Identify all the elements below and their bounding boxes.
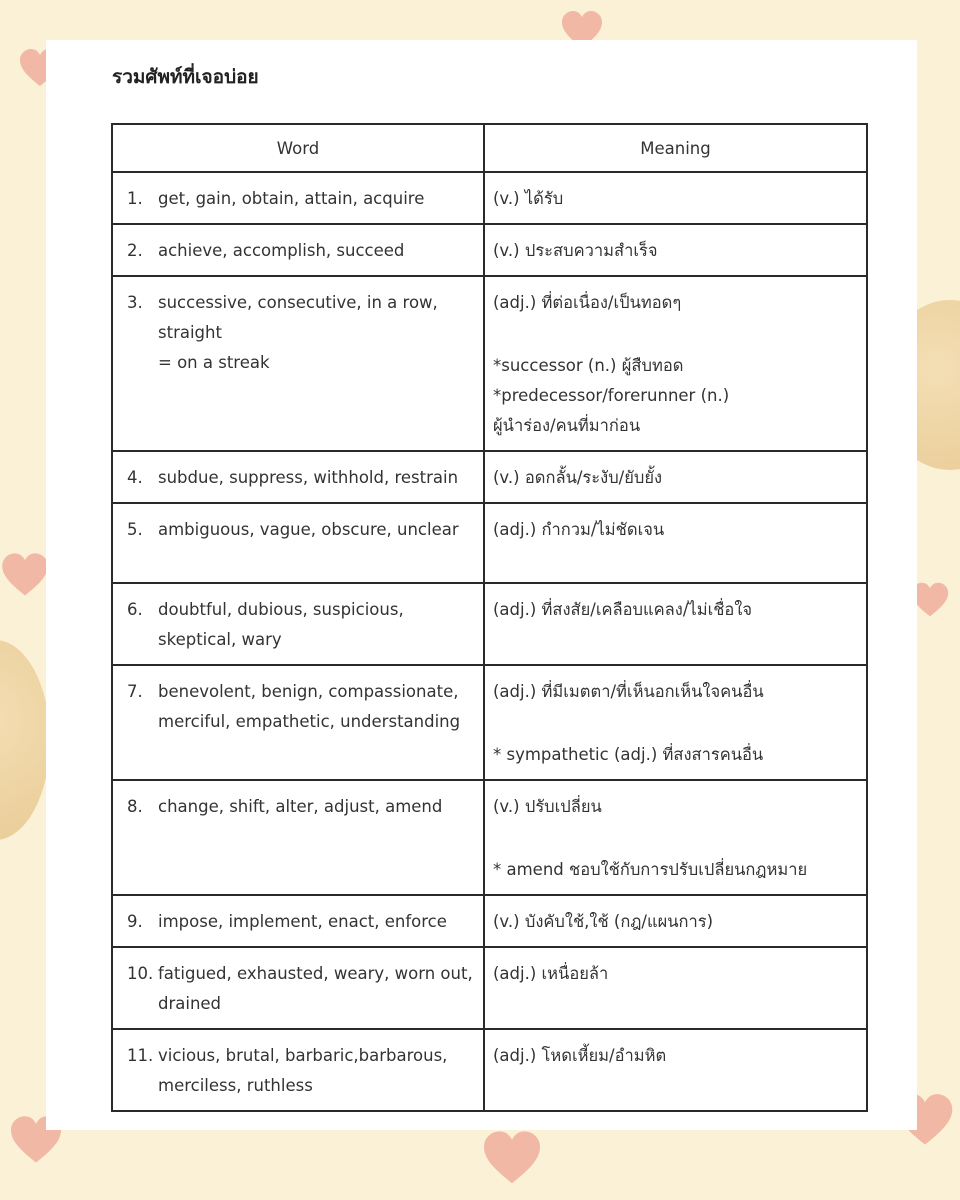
word-cell	[112, 665, 484, 780]
note-line: * sympathetic (adj.) ที่สงสารคนอื่น	[493, 745, 764, 764]
meaning-cell	[484, 1029, 867, 1111]
word-cell	[112, 583, 484, 665]
meaning-cell	[484, 780, 867, 895]
heart-icon	[480, 1130, 544, 1186]
word-cell	[112, 895, 484, 947]
meaning-cell	[484, 172, 867, 224]
table-row	[112, 1029, 867, 1111]
meaning-line: (v.) ปรับเปลี่ยน	[493, 797, 602, 816]
column-header-word: Word	[112, 124, 484, 172]
meaning-cell	[484, 665, 867, 780]
word-list	[158, 792, 475, 822]
word-line: = on a streak	[158, 353, 270, 372]
word-list	[158, 677, 475, 737]
meaning-line: (v.) ประสบความสำเร็จ	[493, 241, 658, 260]
meaning-cell	[484, 451, 867, 503]
word-line: achieve, accomplish, succeed	[158, 241, 405, 260]
word-cell	[112, 780, 484, 895]
meaning-line: (v.) ได้รับ	[493, 189, 564, 208]
meaning-line: (v.) อดกลั้น/ระงับ/ยับยั้ง	[493, 468, 663, 487]
word-line: merciful, empathetic, understanding	[158, 712, 461, 731]
column-header-meaning: Meaning	[484, 124, 867, 172]
meaning-cell	[484, 947, 867, 1029]
bear-decoration-left	[0, 640, 50, 840]
meaning-line: (adj.) ที่สงสัย/เคลือบแคลง/ไม่เชื่อใจ	[493, 600, 753, 619]
word-list	[158, 288, 475, 378]
table-row	[112, 451, 867, 503]
word-cell	[112, 503, 484, 583]
word-line: change, shift, alter, adjust, amend	[158, 797, 443, 816]
row-number: 5.	[127, 520, 143, 539]
word-cell	[112, 1029, 484, 1111]
word-line: successive, consecutive, in a row,	[158, 293, 438, 312]
word-cell	[112, 172, 484, 224]
word-line: straight	[158, 323, 222, 342]
heart-icon	[0, 550, 50, 600]
table-row	[112, 780, 867, 895]
content-card	[46, 40, 917, 1130]
word-list	[158, 595, 475, 655]
row-number: 1.	[127, 189, 143, 208]
row-number: 4.	[127, 468, 143, 487]
word-line: impose, implement, enact, enforce	[158, 912, 447, 931]
row-number: 11.	[127, 1046, 154, 1065]
word-line: subdue, suppress, withhold, restrain	[158, 468, 459, 487]
row-number: 7.	[127, 682, 143, 701]
vocabulary-table	[111, 123, 868, 1112]
table-row	[112, 276, 867, 451]
row-number: 8.	[127, 797, 143, 816]
meaning-line: (v.) บังคับใช้,ใช้ (กฎ/แผนการ)	[493, 912, 714, 931]
meaning-line: (adj.) ที่ต่อเนื่อง/เป็นทอดๆ	[493, 293, 682, 312]
word-line: doubtful, dubious, suspicious,	[158, 600, 404, 619]
word-cell	[112, 947, 484, 1029]
row-number: 3.	[127, 293, 143, 312]
table-row	[112, 895, 867, 947]
word-line: drained	[158, 994, 222, 1013]
word-list	[158, 184, 475, 214]
meaning-cell	[484, 276, 867, 451]
table-row	[112, 172, 867, 224]
word-list	[158, 1041, 475, 1101]
word-line: ambiguous, vague, obscure, unclear	[158, 520, 459, 539]
word-list	[158, 959, 475, 1019]
note-line: * amend ชอบใช้กับการปรับเปลี่ยนกฎหมาย	[493, 860, 808, 879]
row-number: 10.	[127, 964, 154, 983]
meaning-cell	[484, 583, 867, 665]
word-line: merciless, ruthless	[158, 1076, 313, 1095]
note-line: *successor (n.) ผู้สืบทอด	[493, 356, 684, 375]
word-cell	[112, 224, 484, 276]
meaning-cell	[484, 503, 867, 583]
table-row	[112, 583, 867, 665]
word-list	[158, 463, 475, 493]
row-number: 6.	[127, 600, 143, 619]
word-cell	[112, 276, 484, 451]
meaning-line: (adj.) เหนื่อยล้า	[493, 964, 609, 983]
table-row	[112, 947, 867, 1029]
word-line: benevolent, benign, compassionate,	[158, 682, 459, 701]
word-list	[158, 236, 475, 266]
note-line: *predecessor/forerunner (n.)	[493, 386, 730, 405]
meaning-cell	[484, 224, 867, 276]
meaning-cell	[484, 895, 867, 947]
row-number: 2.	[127, 241, 143, 260]
word-list	[158, 515, 475, 545]
row-number: 9.	[127, 912, 143, 931]
table-header-row	[112, 124, 867, 172]
page-title: รวมศัพท์ที่เจอบ่อย	[112, 66, 259, 88]
meaning-line: (adj.) โหดเหี้ยม/อำมหิต	[493, 1046, 667, 1065]
word-line: get, gain, obtain, attain, acquire	[158, 189, 425, 208]
table-row	[112, 665, 867, 780]
meaning-line: (adj.) ที่มีเมตตา/ที่เห็นอกเห็นใจคนอื่น	[493, 682, 764, 701]
note-line: ผู้นำร่อง/คนที่มาก่อน	[493, 416, 641, 435]
word-line: vicious, brutal, barbaric,barbarous,	[158, 1046, 448, 1065]
word-list	[158, 907, 475, 937]
table-row	[112, 224, 867, 276]
word-line: skeptical, wary	[158, 630, 282, 649]
word-cell	[112, 451, 484, 503]
word-line: fatigued, exhausted, weary, worn out,	[158, 964, 473, 983]
meaning-line: (adj.) กำกวม/ไม่ชัดเจน	[493, 520, 665, 539]
table-row	[112, 503, 867, 583]
